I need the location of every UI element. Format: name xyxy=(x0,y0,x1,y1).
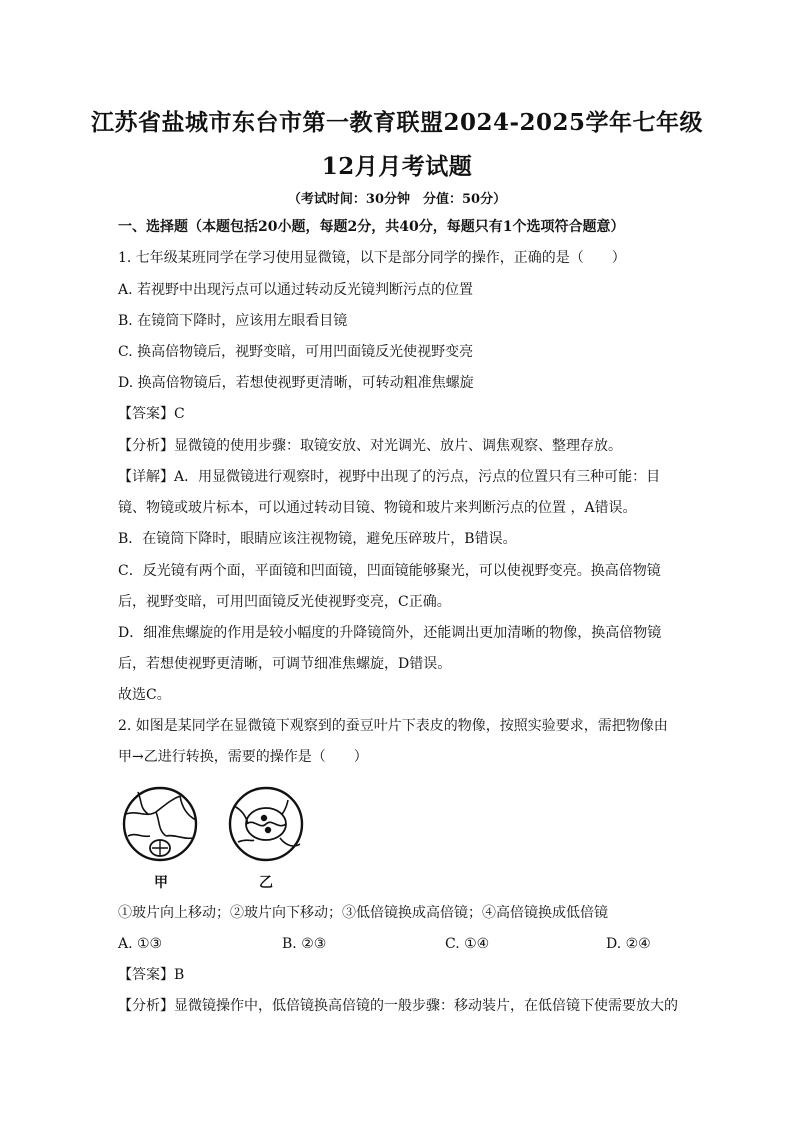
field-yi xyxy=(230,788,302,860)
section-heading: 一、选择题（本题包括20小题，每题2分，共40分，每题只有1个选项符合题意） xyxy=(118,219,625,235)
figure-label-yi: 乙 xyxy=(259,875,273,891)
figure-label-jia: 甲 xyxy=(154,875,168,891)
q2-statement: ①玻片向上移动；②玻片向下移动；③低倍镜换成高倍镜；④高倍镜换成低倍镜 xyxy=(118,905,608,921)
q1-detail-line: D．细准焦螺旋的作用是较小幅度的升降镜筒外，还能调出更加清晰的物像，换高倍物镜 xyxy=(118,625,662,641)
q1-detail-line: 【详解】A．用显微镜进行观察时，视野中出现了的污点，污点的位置只有三种可能：目 xyxy=(118,469,661,485)
q2-stem-line1: 2. 如图是某同学在显微镜下观察到的蚕豆叶片下表皮的物像，按照实验要求，需把物像由 xyxy=(118,718,668,734)
exam-title-line1: 江苏省盐城市东台市第一教育联盟2024-2025学年七年级 xyxy=(90,109,704,136)
q2-option-b: B. ②③ xyxy=(282,936,327,952)
q1-option-d: D. 换高倍物镜后，若想使视野更清晰，可转动粗准焦螺旋 xyxy=(118,375,474,391)
q1-detail-line: 镜、物镜或玻片标本，可以通过转动目镜、物镜和玻片来判断污点的位置 ，A错误。 xyxy=(118,500,637,516)
q1-detail-line: 后，视野变暗，可用凹面镜反光使视野变亮，C正确。 xyxy=(118,594,451,610)
q1-detail-line: 后，若想使视野更清晰，可调节细准焦螺旋，D错误。 xyxy=(118,656,452,672)
q2-option-c: C. ①④ xyxy=(445,936,490,952)
q2-answer: 【答案】B xyxy=(118,967,185,983)
field-jia xyxy=(124,788,196,860)
microscope-fields-illustration xyxy=(118,776,318,894)
exam-title-line2: 12月月考试题 xyxy=(321,153,473,180)
q2-option-d: D. ②④ xyxy=(606,936,651,952)
exam-subtitle: （考试时间：30分钟 分值：50分） xyxy=(287,192,507,207)
microscope-view-figure xyxy=(118,776,318,894)
q1-option-a: A. 若视野中出现污点可以通过转动反光镜判断污点的位置 xyxy=(118,282,474,298)
q1-stem: 1. 七年级某班同学在学习使用显微镜，以下是部分同学的操作，正确的是（ ） xyxy=(118,250,626,266)
q1-detail-line: C．反光镜有两个面，平面镜和凹面镜，凹面镜能够聚光，可以使视野变亮。换高倍物镜 xyxy=(118,563,661,579)
q2-option-a: A. ①③ xyxy=(118,936,163,952)
q1-answer: 【答案】C xyxy=(118,406,185,422)
q2-analysis: 【分析】显微镜操作中，低倍镜换高倍镜的一般步骤：移动装片，在低倍镜下使需要放大的 xyxy=(118,998,678,1014)
q2-stem-line2: 甲→乙进行转换，需要的操作是（ ） xyxy=(118,749,368,765)
q1-option-c: C. 换高倍物镜后，视野变暗，可用凹面镜反光使视野变亮 xyxy=(118,344,474,360)
q1-conclusion: 故选C。 xyxy=(118,687,171,703)
q1-option-b: B. 在镜筒下降时，应该用左眼看目镜 xyxy=(118,313,348,329)
q1-analysis: 【分析】显微镜的使用步骤：取镜安放、对光调光、放片、调焦观察、整理存放。 xyxy=(118,438,622,454)
q1-detail-line: B．在镜筒下降时，眼睛应该注视物镜，避免压碎玻片，B错误。 xyxy=(118,531,517,547)
